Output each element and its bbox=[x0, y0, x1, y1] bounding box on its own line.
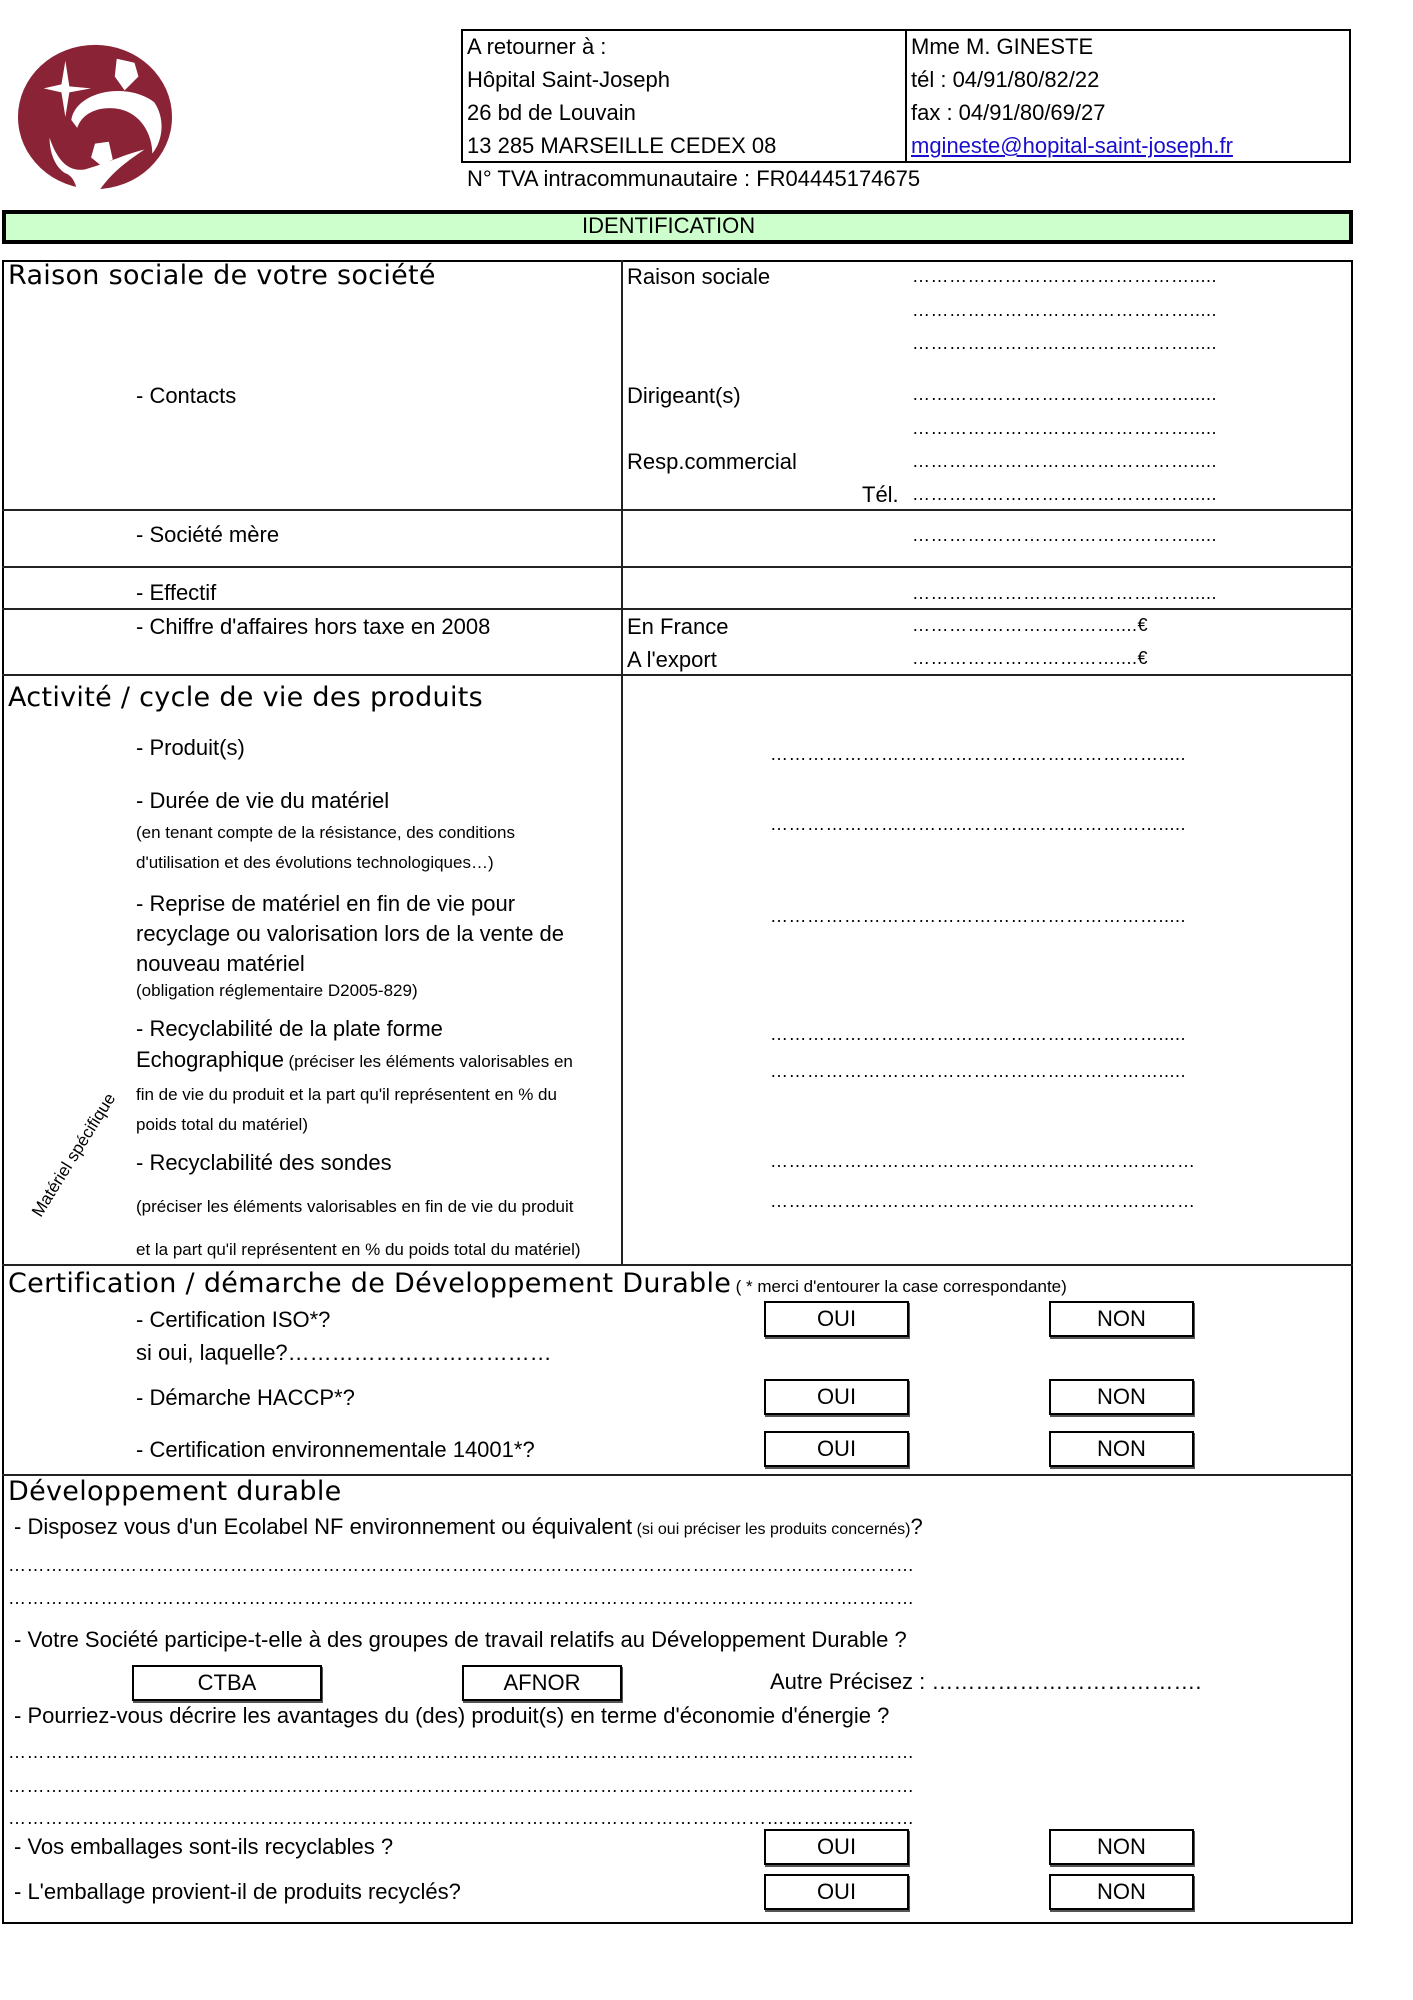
recyc-plateforme-note-1: (préciser les éléments valorisables en bbox=[288, 1052, 573, 1071]
recyc-sondes-note-1: (préciser les éléments valorisables en fin de vie du produit bbox=[136, 1197, 574, 1216]
contacts-label: - Contacts bbox=[136, 383, 237, 408]
energie-field-1[interactable]: ………………………………………………………………………………………………………………………………… bbox=[8, 1742, 915, 1762]
recyc-sondes-note-2: et la part qu'il représentent en % du poids total du matériel) bbox=[136, 1240, 581, 1259]
section-title-activite: Activité / cycle de vie des produits bbox=[8, 682, 484, 713]
return-to-label: A retourner à : bbox=[467, 34, 607, 59]
vat-number: N° TVA intracommunautaire : FR04445174675 bbox=[467, 166, 921, 191]
raison-sociale-field-1[interactable]: ………………………………………..... bbox=[912, 266, 1218, 286]
recyc-plateforme-line-2 bbox=[136, 1047, 573, 1073]
row-divider bbox=[2, 509, 1353, 511]
societe-mere-label: - Société mère bbox=[136, 522, 280, 547]
row-divider bbox=[2, 1264, 1353, 1266]
city-address: 13 285 MARSEILLE CEDEX 08 bbox=[467, 133, 777, 158]
ecolabel-field-2[interactable]: ………………………………………………………………………………………………………………………………… bbox=[8, 1588, 915, 1608]
resp-commercial-field[interactable]: ………………………………………..... bbox=[912, 451, 1218, 471]
column-divider bbox=[621, 260, 623, 1264]
hospital-logo-icon bbox=[16, 42, 174, 192]
recyc-plateforme-field-2[interactable]: ………………………………………………………..... bbox=[770, 1061, 1187, 1081]
contact-fax: fax : 04/91/80/69/27 bbox=[911, 100, 1106, 125]
emballage-recycle-question: - L'emballage provient-il de produits recyclés? bbox=[14, 1879, 461, 1904]
energie-field-2[interactable]: ………………………………………………………………………………………………………………………………… bbox=[8, 1776, 915, 1796]
produits-field[interactable]: ………………………………………………………..... bbox=[770, 744, 1187, 764]
materiel-specifique-label: Matériel spécifique bbox=[28, 1089, 120, 1221]
reprise-field[interactable]: ………………………………………………………..... bbox=[770, 906, 1187, 926]
ecolabel-note: (si oui préciser les produits concernés) bbox=[636, 1521, 911, 1538]
row-divider bbox=[2, 674, 1353, 676]
reprise-note: (obligation réglementaire D2005-829) bbox=[136, 981, 418, 1000]
iso-which-field[interactable]: si oui, laquelle?……………………………… bbox=[136, 1340, 552, 1365]
recyc-plateforme-field-1[interactable]: ………………………………………………………..... bbox=[770, 1024, 1187, 1044]
reprise-label-2: recyclage ou valorisation lors de la vente de bbox=[136, 921, 565, 946]
section-title-raison-sociale: Raison sociale de votre société bbox=[8, 260, 436, 291]
section-title-certification: Certification / démarche de Développement Durable bbox=[8, 1268, 732, 1299]
emballages-recyclables-oui-button[interactable]: OUI bbox=[764, 1829, 909, 1865]
recyc-plateforme-label-1: - Recyclabilité de la plate forme bbox=[136, 1016, 443, 1041]
recyc-plateforme-label-2: Echographique bbox=[136, 1047, 285, 1072]
ca-france-field[interactable]: ……………………………....€ bbox=[912, 615, 1149, 635]
haccp-oui-button[interactable]: OUI bbox=[764, 1379, 909, 1415]
contact-email-link[interactable]: mgineste@hopital-saint-joseph.fr bbox=[911, 133, 1233, 158]
ecolabel-question: - Disposez vous d'un Ecolabel NF environnement ou équivalent bbox=[14, 1514, 633, 1539]
energie-question: - Pourriez-vous décrire les avantages du (des) produit(s) en terme d'économie d'énergie ? bbox=[14, 1703, 890, 1728]
iso-non-button[interactable]: NON bbox=[1049, 1301, 1194, 1337]
duree-vie-field[interactable]: ………………………………………………………..... bbox=[770, 814, 1187, 834]
raison-sociale-label: Raison sociale bbox=[627, 264, 771, 289]
duree-vie-label: - Durée de vie du matériel bbox=[136, 788, 390, 813]
row-divider bbox=[2, 608, 1353, 610]
resp-commercial-label: Resp.commercial bbox=[627, 449, 797, 474]
export-label: A l'export bbox=[627, 647, 717, 672]
reprise-label-1: - Reprise de matériel en fin de vie pour bbox=[136, 891, 516, 916]
emballage-recycle-non-button[interactable]: NON bbox=[1049, 1874, 1194, 1910]
groupes-question: - Votre Société participe-t-elle à des groupes de travail relatifs au Développement Durable ? bbox=[14, 1627, 907, 1652]
certification-note: ( * merci d'entourer la case correspondante) bbox=[735, 1277, 1067, 1296]
identification-title: IDENTIFICATION bbox=[582, 213, 756, 238]
section-title-dev-durable: Développement durable bbox=[8, 1476, 342, 1507]
contact-name: Mme M. GINESTE bbox=[911, 34, 1094, 59]
haccp-non-button[interactable]: NON bbox=[1049, 1379, 1194, 1415]
row-divider bbox=[2, 566, 1353, 568]
ctba-button[interactable]: CTBA bbox=[132, 1665, 322, 1701]
ecolabel-field-1[interactable]: ………………………………………………………………………………………………………………………………… bbox=[8, 1555, 915, 1575]
raison-sociale-field-3[interactable]: ………………………………………..... bbox=[912, 333, 1218, 353]
dirigeants-label: Dirigeant(s) bbox=[627, 383, 741, 408]
certification-title-line bbox=[8, 1268, 1067, 1300]
haccp-label: - Démarche HACCP*? bbox=[136, 1385, 355, 1410]
emballage-recycle-oui-button[interactable]: OUI bbox=[764, 1874, 909, 1910]
env14001-label: - Certification environnementale 14001*? bbox=[136, 1437, 535, 1462]
raison-sociale-field-2[interactable]: ………………………………………..... bbox=[912, 300, 1218, 320]
recyc-sondes-field-1[interactable]: …………………………………………………………… bbox=[770, 1151, 1196, 1171]
societe-mere-field[interactable]: ………………………………………..... bbox=[912, 525, 1218, 545]
env14001-non-button[interactable]: NON bbox=[1049, 1431, 1194, 1467]
energie-field-3[interactable]: ………………………………………………………………………………………………………………………………… bbox=[8, 1808, 915, 1828]
autre-field[interactable]: Autre Précisez : ………………………………. bbox=[770, 1669, 1202, 1694]
ecolabel-qmark: ? bbox=[910, 1514, 923, 1539]
produits-label: - Produit(s) bbox=[136, 735, 245, 760]
contact-phone: tél : 04/91/80/82/22 bbox=[911, 67, 1100, 92]
ecolabel-question-line bbox=[14, 1514, 923, 1540]
duree-vie-note-1: (en tenant compte de la résistance, des conditions bbox=[136, 823, 515, 842]
recyc-sondes-label: - Recyclabilité des sondes bbox=[136, 1150, 392, 1175]
recyc-plateforme-note-2: fin de vie du produit et la part qu'il représentent en % du bbox=[136, 1085, 557, 1104]
effectif-field[interactable]: ………………………………………..... bbox=[912, 583, 1218, 603]
ca-export-field[interactable]: ……………………………....€ bbox=[912, 648, 1149, 668]
iso-oui-button[interactable]: OUI bbox=[764, 1301, 909, 1337]
en-france-label: En France bbox=[627, 614, 729, 639]
env14001-oui-button[interactable]: OUI bbox=[764, 1431, 909, 1467]
emballages-recyclables-non-button[interactable]: NON bbox=[1049, 1829, 1194, 1865]
hospital-name: Hôpital Saint-Joseph bbox=[467, 67, 671, 92]
chiffre-affaires-label: - Chiffre d'affaires hors taxe en 2008 bbox=[136, 614, 491, 639]
afnor-button[interactable]: AFNOR bbox=[462, 1665, 622, 1701]
recyc-sondes-field-2[interactable]: …………………………………………………………… bbox=[770, 1191, 1196, 1211]
street-address: 26 bd de Louvain bbox=[467, 100, 636, 125]
reprise-label-3: nouveau matériel bbox=[136, 951, 305, 976]
duree-vie-note-2: d'utilisation et des évolutions technologiques…) bbox=[136, 853, 494, 872]
dirigeants-field-2[interactable]: ………………………………………..... bbox=[912, 418, 1218, 438]
recyc-plateforme-note-3: poids total du matériel) bbox=[136, 1115, 308, 1134]
iso-label: - Certification ISO*? bbox=[136, 1307, 331, 1332]
effectif-label: - Effectif bbox=[136, 580, 217, 605]
emballages-recyclables-question: - Vos emballages sont-ils recyclables ? bbox=[14, 1834, 394, 1859]
tel-field[interactable]: ………………………………………..... bbox=[912, 484, 1218, 504]
dirigeants-field-1[interactable]: ………………………………………..... bbox=[912, 384, 1218, 404]
tel-label: Tél. bbox=[862, 482, 899, 507]
